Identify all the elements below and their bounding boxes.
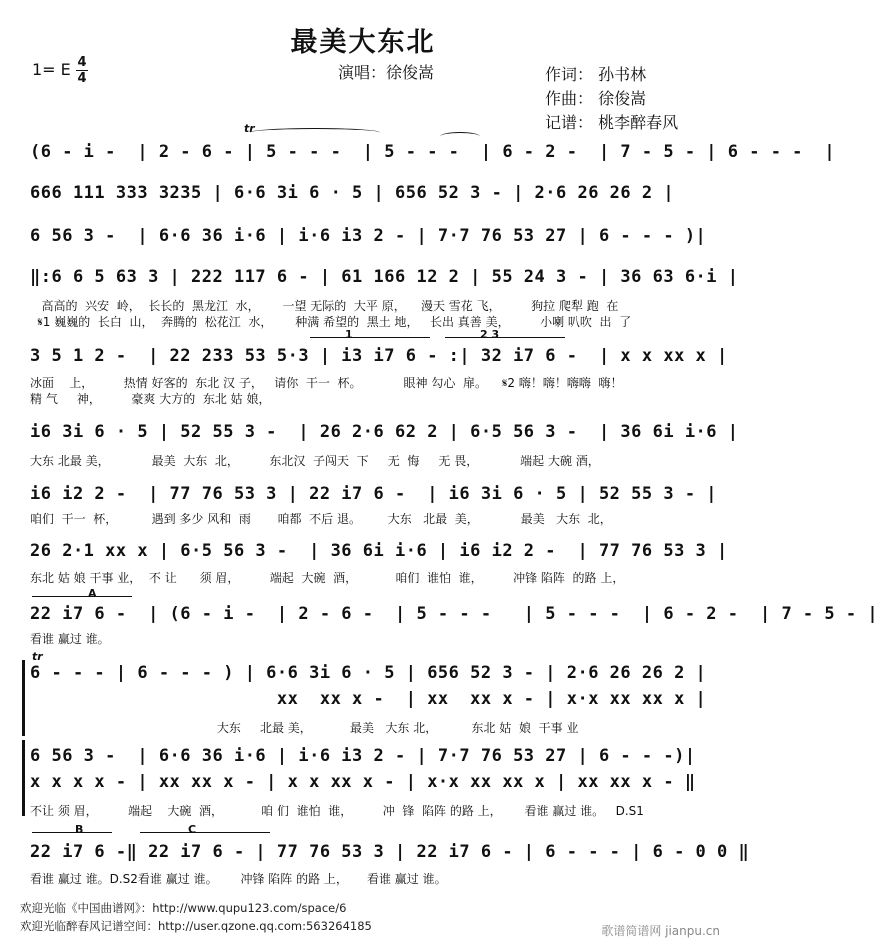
trill-mark: tr bbox=[32, 650, 43, 663]
notation-line: 6 56 3 - | 6·6 36 i·6 | i·6 i3 2 - | 7·7 76 53 27 | 6 - - - )| bbox=[30, 226, 707, 246]
score-row-6 bbox=[0, 422, 739, 468]
score-row-7 bbox=[0, 484, 726, 526]
section-b-label: B bbox=[75, 823, 84, 836]
volta-2-bracket bbox=[445, 337, 565, 338]
section-c-bracket bbox=[140, 832, 270, 833]
notation-line: i6 3i 6 · 5 | 52 55 3 - | 26 2·6 62 2 | 6·5 56 3 - | 36 6i i·6 | bbox=[30, 422, 739, 442]
key-signature: 1= E bbox=[32, 60, 71, 79]
notation-line: (6 - i - | 2 - 6 - | 5 - - - | 5 - - - | 6 - 2 - | 7 - 5 - | 6 - - - | bbox=[30, 142, 836, 162]
trill-mark: tr bbox=[244, 122, 255, 135]
score-row-9 bbox=[0, 604, 878, 646]
footer-link-qzone[interactable]: 欢迎光临醉春风记谱空间：http://user.qzone.qq.com:563264185 bbox=[20, 919, 372, 933]
song-title: 最美大东北 bbox=[290, 27, 436, 58]
section-c-label: C bbox=[188, 823, 197, 836]
time-signature bbox=[76, 56, 88, 85]
time-signature-bottom: 4 bbox=[77, 71, 87, 86]
lyric-verse-1: 不让 须 眉， 端起 大碗 酒， 咱 们 谁怕 谁， 冲 锋 陷阵 的路 上， 看谁 赢过 谁。 D.S1 bbox=[30, 804, 644, 818]
watermark: 歌谱简谱网 jianpu.cn bbox=[601, 924, 720, 938]
section-a-label: A bbox=[88, 587, 97, 600]
notation-line: 22 i7 6 -‖ 22 i7 6 - | 77 76 53 3 | 22 i7 6 - | 6 - - - | 6 - 0 0 ‖ bbox=[30, 842, 750, 862]
score-row-11 bbox=[0, 746, 726, 818]
notation-line: 3 5 1 2 - | 22 233 53 5·3 | i3 i7 6 - :| 32 i7 6 - | x x xx x | bbox=[30, 346, 728, 366]
score-row-3 bbox=[0, 226, 726, 256]
singer-credit: 演唱：徐俊嵩 bbox=[338, 63, 435, 82]
notation-line: 6 56 3 - | 6·6 36 i·6 | i·6 i3 2 - | 7·7 76 53 27 | 6 - - -)| bbox=[30, 746, 696, 766]
volta-1-label: 1 bbox=[345, 328, 353, 341]
notation-line: i6 i2 2 - | 77 76 53 3 | 22 i7 6 - | i6 3i 6 · 5 | 52 55 3 - | bbox=[30, 484, 718, 504]
lyric-verse-1: 冰面 上， 热情 好客的 东北 汉 子， 请你 干一 杯。 眼神 勾心 扉。 𝄋2 嗨！嗨！嗨嗨 嗨！ bbox=[30, 376, 623, 390]
notation-line: 26 2·1 xx x | 6·5 56 3 - | 36 6i i·6 | i6 i2 2 - | 77 76 53 3 | bbox=[30, 541, 728, 561]
notation-line: ‖:6 6 5 63 3 | 222 117 6 - | 61 166 12 2 | 55 24 3 - | 36 63 6·i | bbox=[30, 267, 739, 287]
score-row-1 bbox=[0, 142, 836, 172]
notation-line: 666 111 333 3235 | 6·6 3i 6 · 5 | 656 52 3 - | 2·6 26 26 2 | bbox=[30, 183, 675, 203]
score-row-2 bbox=[0, 183, 726, 213]
composer-credit: 作曲： 徐俊嵩 bbox=[545, 89, 647, 108]
time-signature-top: 4 bbox=[77, 55, 87, 70]
score-row-4 bbox=[0, 267, 739, 329]
lyric-verse-1: 高高的 兴安 岭， 长长的 黑龙江 水， 一望 无际的 大平 原， 漫天 雪花 飞， 狗拉 爬犁 跑 在 bbox=[30, 299, 619, 313]
section-b-bracket bbox=[32, 832, 112, 833]
lyric-verse-1: 看谁 赢过 谁。D.S2看谁 赢过 谁。 冲锋 陷阵 的路 上， 看谁 赢过 谁。 bbox=[30, 872, 447, 886]
volta-2-label: 2 3 bbox=[480, 328, 500, 341]
score-row-8 bbox=[0, 541, 728, 585]
lyric-verse-1: 大东 北最 美， 最美 大东 北， 东北 姑 娘 干事 业 bbox=[30, 721, 579, 735]
lyric-verse-1: 东北 姑 娘 干事 业， 不 让 须 眉， 端起 大碗 酒， 咱们 谁怕 谁， 冲锋 陷阵 的路 上， bbox=[30, 571, 625, 585]
section-a-bracket bbox=[32, 596, 132, 597]
lyricist-credit: 作词： 孙书林 bbox=[545, 65, 647, 84]
lyric-verse-2: 精 气 神， 豪爽 大方的 东北 姑 娘， bbox=[30, 392, 271, 406]
notation-line: 6 - - - | 6 - - - ) | 6·6 3i 6 · 5 | 656 52 3 - | 2·6 26 26 2 | bbox=[30, 663, 707, 683]
notation-line-2: xx xx x - | xx xx x - | x·x xx xx x | bbox=[30, 689, 707, 709]
lyric-verse-1: 咱们 干一 杯， 遇到 多少 风和 雨 咱都 不后 退。 大东 北最 美， 最美 大东 北， bbox=[30, 512, 612, 526]
volta-1-bracket bbox=[310, 337, 430, 338]
score-row-5 bbox=[0, 346, 728, 406]
notation-line-2: x x x x - | xx xx x - | x x xx x - | x·x xx xx x | xx xx x - ‖ bbox=[30, 772, 696, 792]
lyric-verse-1: 看谁 赢过 谁。 bbox=[30, 632, 110, 646]
lyric-verse-2: 𝄋1 巍巍的 长白 山， 奔腾的 松花江 水， 种满 希望的 黑土 地， 长出 真善 美， 小喇 叭吹 出 了 bbox=[30, 315, 632, 329]
slur-arc bbox=[440, 132, 480, 141]
score-row-12 bbox=[0, 842, 750, 886]
transcriber-credit: 记谱： 桃李醉春风 bbox=[545, 113, 679, 132]
notation-line: 22 i7 6 - | (6 - i - | 2 - 6 - | 5 - - - | 5 - - - | 6 - 2 - | 7 - 5 - | bbox=[30, 604, 878, 624]
lyric-verse-1: 大东 北最 美， 最美 大东 北， 东北汉 子闯天 下 无 悔 无 畏， 端起 大碗 酒， bbox=[30, 454, 600, 468]
footer-link-qupu[interactable]: 欢迎光临《中国曲谱网》：http://www.qupu123.com/space/6 bbox=[20, 901, 347, 915]
score-row-10 bbox=[0, 663, 726, 735]
tie-arc bbox=[250, 128, 380, 137]
